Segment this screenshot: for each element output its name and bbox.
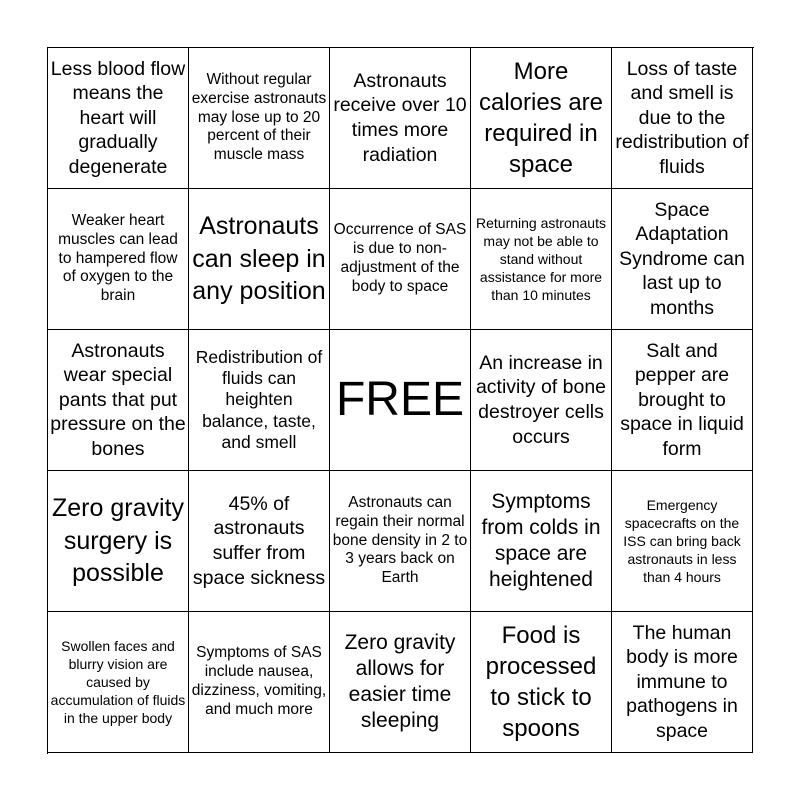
cell-text: Loss of taste and smell is due to the redistribution of fluids: [615, 57, 749, 178]
cell-text: Astronauts receive over 10 times more radiation: [333, 69, 467, 166]
cell-text: An increase in activity of bone destroyer cells occurs: [475, 351, 607, 448]
bingo-cell[interactable]: [189, 612, 330, 753]
cell-text: Astronauts can sleep in any position: [192, 212, 326, 306]
cell-text: Weaker heart muscles can lead to hampered flow of oxygen to the brain: [58, 211, 178, 305]
free-space[interactable]: [330, 330, 471, 471]
cell-text: Symptoms of SAS include nausea, dizziness, vomiting, and much more: [191, 644, 327, 718]
cell-text: Space Adaptation Syndrome can last up to months: [619, 198, 745, 319]
cell-text: The human body is more immune to pathogens in space: [626, 621, 738, 742]
cell-text: Food is processed to stick to spoons: [485, 621, 597, 743]
bingo-cell[interactable]: [48, 471, 189, 612]
bingo-cell[interactable]: [471, 330, 612, 471]
cell-text: Occurrence of SAS is due to non-adjustment of the body to space: [333, 221, 467, 295]
cell-text: Symptoms from colds in space are heightened: [481, 489, 601, 592]
cell-text: More calories are required in space: [478, 57, 604, 179]
bingo-cell[interactable]: [48, 612, 189, 753]
cell-text: Astronauts wear special pants that put pressure on the bones: [50, 339, 186, 460]
bingo-cell[interactable]: [189, 189, 330, 330]
cell-text: Astronauts can regain their normal bone density in 2 to 3 years back on Earth: [332, 493, 468, 587]
bingo-cell[interactable]: [612, 612, 753, 753]
bingo-cell[interactable]: [612, 48, 753, 189]
bingo-cell[interactable]: [330, 189, 471, 330]
bingo-cell[interactable]: [471, 189, 612, 330]
free-label: FREE: [335, 373, 464, 426]
bingo-board: [47, 47, 754, 754]
bingo-cell[interactable]: [48, 330, 189, 471]
bingo-cell[interactable]: [330, 48, 471, 189]
bingo-cell[interactable]: [471, 48, 612, 189]
cell-text: 45% of astronauts suffer from space sickness: [192, 492, 326, 589]
cell-text: Zero gravity allows for easier time sleeping: [344, 630, 456, 733]
bingo-cell[interactable]: [48, 189, 189, 330]
cell-text: Emergency spacecrafts on the ISS can bring back astronauts in less than 4 hours: [623, 496, 741, 586]
bingo-cell[interactable]: [189, 48, 330, 189]
bingo-cell[interactable]: [330, 471, 471, 612]
cell-text: Zero gravity surgery is possible: [52, 494, 184, 588]
cell-text: Swollen faces and blurry vision are caused by accumulation of fluids in the upper body: [50, 637, 186, 727]
bingo-cell[interactable]: [471, 612, 612, 753]
bingo-cell[interactable]: [612, 189, 753, 330]
bingo-cell[interactable]: [189, 471, 330, 612]
cell-text: Redistribution of fluids can heighten balance, taste, and smell: [195, 346, 323, 453]
bingo-cell[interactable]: [330, 612, 471, 753]
bingo-cell[interactable]: [612, 471, 753, 612]
cell-text: Salt and pepper are brought to space in liquid form: [620, 339, 744, 460]
cell-text: Without regular exercise astronauts may lose up to 20 percent of their muscle mass: [191, 70, 327, 164]
cell-text: Returning astronauts may not be able to stand without assistance for more than 10 minutes: [476, 214, 606, 304]
bingo-cell[interactable]: [189, 330, 330, 471]
cell-text: Less blood flow means the heart will gradually degenerate: [50, 57, 186, 178]
bingo-cell[interactable]: [471, 471, 612, 612]
bingo-cell[interactable]: [48, 48, 189, 189]
bingo-cell[interactable]: [612, 330, 753, 471]
